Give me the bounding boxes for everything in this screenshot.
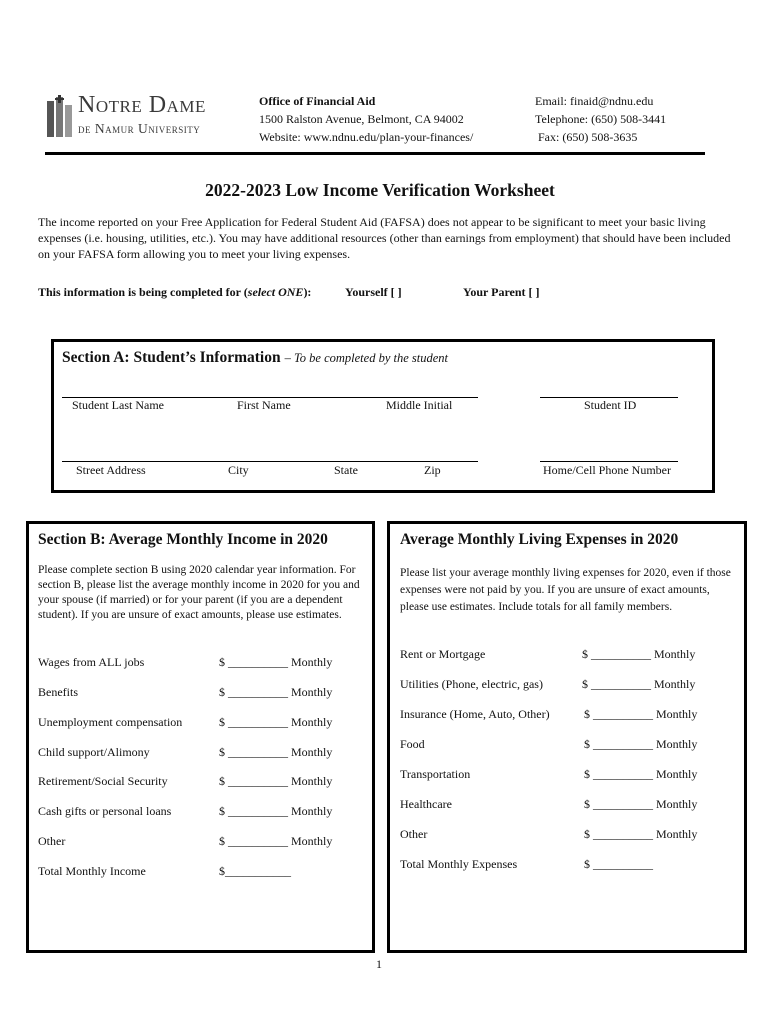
expense-label: Insurance (Home, Auto, Other) <box>400 707 550 721</box>
section-b-instructions: Please complete section B using 2020 calendar year information. For section B, please list the average monthly income in 2020 for you and your spouse (if married) or for your parent (if you are a dependent student). If you are unsure of exact amounts, please use estimates. <box>38 564 360 621</box>
office-address: 1500 Ralston Avenue, Belmont, CA 94002 <box>259 112 464 126</box>
income-label: Wages from ALL jobs <box>38 655 145 669</box>
expense-amount-field[interactable]: $ __________ Monthly <box>584 767 698 781</box>
expense-amount-field[interactable]: $ __________ Monthly <box>584 707 698 721</box>
office-website: Website: www.ndnu.edu/plan-your-finances/ <box>259 130 474 144</box>
label-student-id: Student ID <box>584 398 637 412</box>
selection-prompt-emphasis: select ONE <box>247 285 304 299</box>
label-student-last-name: Student Last Name <box>72 398 164 412</box>
income-total-field[interactable]: $___________ <box>219 864 291 878</box>
intro-paragraph: The income reported on your Free Application for Federal Student Aid (FAFSA) does not appear to be significant to meet your basic living expenses (i.e. housing, utilities, etc.). You may have additional resources (other than earnings from employment) that should have been included on your FAFSA form allowing you to meet your living expenses. <box>38 215 731 261</box>
logo-name-line2: de Namur University <box>78 121 201 136</box>
option-parent-checkbox[interactable]: Your Parent [ ] <box>463 285 540 299</box>
university-logo-mark <box>45 95 75 137</box>
income-label: Child support/Alimony <box>38 745 150 759</box>
office-name: Office of Financial Aid <box>259 94 376 108</box>
expense-amount-field[interactable]: $ __________ Monthly <box>582 677 696 691</box>
expense-total-field[interactable]: $ __________ <box>584 857 653 871</box>
expenses-title: Average Monthly Living Expenses in 2020 <box>400 531 679 548</box>
section-b-title: Section B: Average Monthly Income in 2020 <box>38 531 328 548</box>
selection-prompt-prefix: This information is being completed for ( <box>38 285 248 299</box>
income-amount-field[interactable]: $ __________ Monthly <box>219 745 333 759</box>
income-amount-field[interactable]: $ __________ Monthly <box>219 715 333 729</box>
expenses-instructions: Please list your average monthly living expenses for 2020, even if those expenses were not paid by you. If you are unsure of exact amounts, please use estimates. Include totals for all family members. <box>400 567 731 613</box>
label-street-address: Street Address <box>76 463 146 477</box>
expense-label: Healthcare <box>400 797 452 811</box>
label-city: City <box>228 463 249 477</box>
income-amount-field[interactable]: $ __________ Monthly <box>219 655 333 669</box>
income-label: Retirement/Social Security <box>38 774 168 788</box>
expense-label: Utilities (Phone, electric, gas) <box>400 677 543 691</box>
phone-field[interactable] <box>540 461 678 462</box>
expense-amount-field[interactable]: $ __________ Monthly <box>584 797 698 811</box>
expense-amount-field[interactable]: $ __________ Monthly <box>584 827 698 841</box>
income-amount-field[interactable]: $ __________ Monthly <box>219 685 333 699</box>
income-label: Cash gifts or personal loans <box>38 804 172 818</box>
income-amount-field[interactable]: $ __________ Monthly <box>219 804 333 818</box>
header-divider <box>45 152 705 155</box>
section-a-heading <box>62 349 448 367</box>
office-contact <box>259 92 473 146</box>
office-contact-details <box>535 92 666 146</box>
label-zip: Zip <box>424 463 441 477</box>
expense-amount-field[interactable]: $ __________ Monthly <box>582 647 696 661</box>
label-state: State <box>334 463 358 477</box>
expense-label: Other <box>400 827 428 841</box>
income-label: Unemployment compensation <box>38 715 183 729</box>
expense-amount-field[interactable]: $ __________ Monthly <box>584 737 698 751</box>
label-phone-number: Home/Cell Phone Number <box>543 463 671 477</box>
label-first-name: First Name <box>237 398 291 412</box>
expense-label: Food <box>400 737 425 751</box>
section-a-title: Section A: Student’s Information <box>62 349 281 366</box>
address-field[interactable] <box>62 461 478 462</box>
income-total-label: Total Monthly Income <box>38 864 146 878</box>
income-amount-field[interactable]: $ __________ Monthly <box>219 834 333 848</box>
income-label: Benefits <box>38 685 78 699</box>
logo-name-line1: Notre Dame <box>78 92 206 118</box>
expense-label: Rent or Mortgage <box>400 647 486 661</box>
label-middle-initial: Middle Initial <box>386 398 453 412</box>
expense-label: Transportation <box>400 767 471 781</box>
office-email: Email: finaid@ndnu.edu <box>535 94 654 108</box>
section-a-subtitle: – To be completed by the student <box>284 351 448 365</box>
income-label: Other <box>38 834 66 848</box>
page-title: 2022-2023 Low Income Verification Worksheet <box>205 180 555 200</box>
expense-total-label: Total Monthly Expenses <box>400 857 518 871</box>
selection-prompt-suffix: ): <box>303 285 312 299</box>
option-yourself-checkbox[interactable]: Yourself [ ] <box>345 285 402 299</box>
office-telephone: Telephone: (650) 508-3441 <box>535 112 667 126</box>
selection-prompt <box>38 285 311 300</box>
office-fax: Fax: (650) 508-3635 <box>538 130 638 144</box>
page-number: 1 <box>376 957 382 971</box>
income-amount-field[interactable]: $ __________ Monthly <box>219 774 333 788</box>
